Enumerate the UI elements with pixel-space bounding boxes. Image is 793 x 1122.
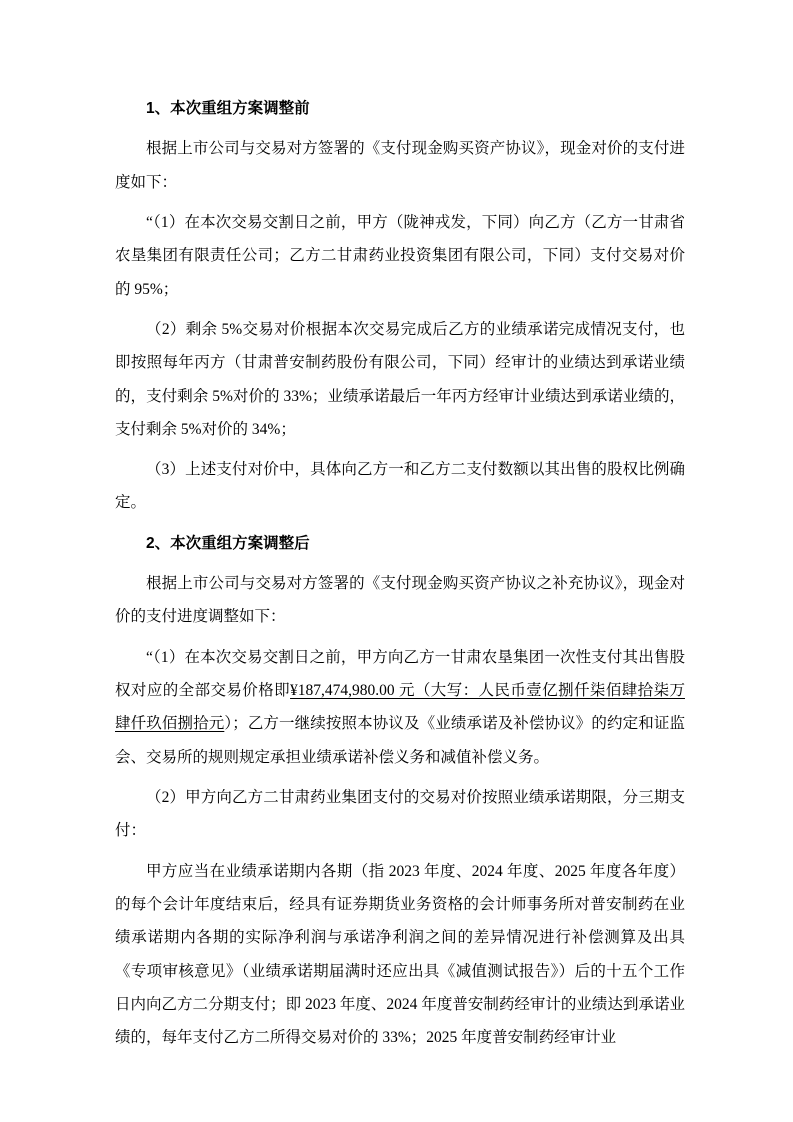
paragraph-clause-2-before: （2）剩余 5%交易对价根据本次交易完成后乙方的业绩承诺完成情况支付，也即按照每年丙方（甘肃普安制药股份有限公司，下同）经审计的业绩达到承诺业绩的，支付剩余 5%对价的 33%；业绩承诺最后一年丙方经审计业绩达到承诺业绩的，支付剩余 5%对价的 34%； — [115, 320, 685, 438]
paragraph-performance-commitment-detail: 甲方应当在业绩承诺期内各期（指 2023 年度、2024 年度、2025 年度各年度）的每个会计年度结束后，经具有证券期货业务资格的会计师事务所对普安制药在业绩承诺期内各期的实际净利润与承诺净利润之间的差异情况进行补偿测算及出具《专项审核意见》（业绩承诺期届满时还应出具《减值测试报告》）后的十五个工作日内向乙方二分期支付；即 2023 年度、2024 年度普安制药经审计的业绩达到承诺业绩的，每年支付乙方二所得交易对价的 33%；2025 年度普安制药经审计业 — [115, 862, 685, 1047]
paragraph-clause-1-after — [115, 641, 685, 774]
section-heading-after-adjustment: 2、本次重组方案调整后 — [146, 534, 310, 552]
paragraph-run: “（1）在本次交易交割日之前，甲方向乙方一甘肃农垦集团一次性支付其出售股权对应的全部交易价格即 — [115, 648, 685, 699]
paragraph-supplement-agreement-intro: 根据上市公司与交易对方签署的《支付现金购买资产协议之补充协议》，现金对价的支付进度调整如下： — [115, 575, 685, 626]
underlined-payment-amount: ¥187,474,980.00 元（大写：人民币壹亿捌仟柒佰肆拾柒万肆仟玖佰捌拾元 — [115, 682, 685, 733]
paragraph-agreement-intro: 根据上市公司与交易对方签署的《支付现金购买资产协议》，现金对价的支付进度如下： — [115, 140, 685, 191]
paragraph-run: ）；乙方一继续按照本协议及《业绩承诺及补偿协议》的约定和证监会、交易所的规则规定承担业绩承诺补偿义务和减值补偿义务。 — [115, 715, 685, 766]
section-heading-before-adjustment: 1、本次重组方案调整前 — [146, 100, 310, 117]
paragraph-clause-3-before: （3）上述支付对价中，具体向乙方一和乙方二支付数额以其出售的股权比例确定。 — [115, 461, 685, 512]
paragraph-clause-2-after: （2）甲方向乙方二甘肃药业集团支付的交易对价按照业绩承诺期限，分三期支付： — [115, 788, 685, 840]
paragraph-clause-1-before: “（1）在本次交易交割日之前，甲方（陇神戎发，下同）向乙方（乙方一甘肃省农垦集团有限责任公司；乙方二甘肃药业投资集团有限公司，下同）支付交易对价的 95%； — [115, 213, 685, 298]
